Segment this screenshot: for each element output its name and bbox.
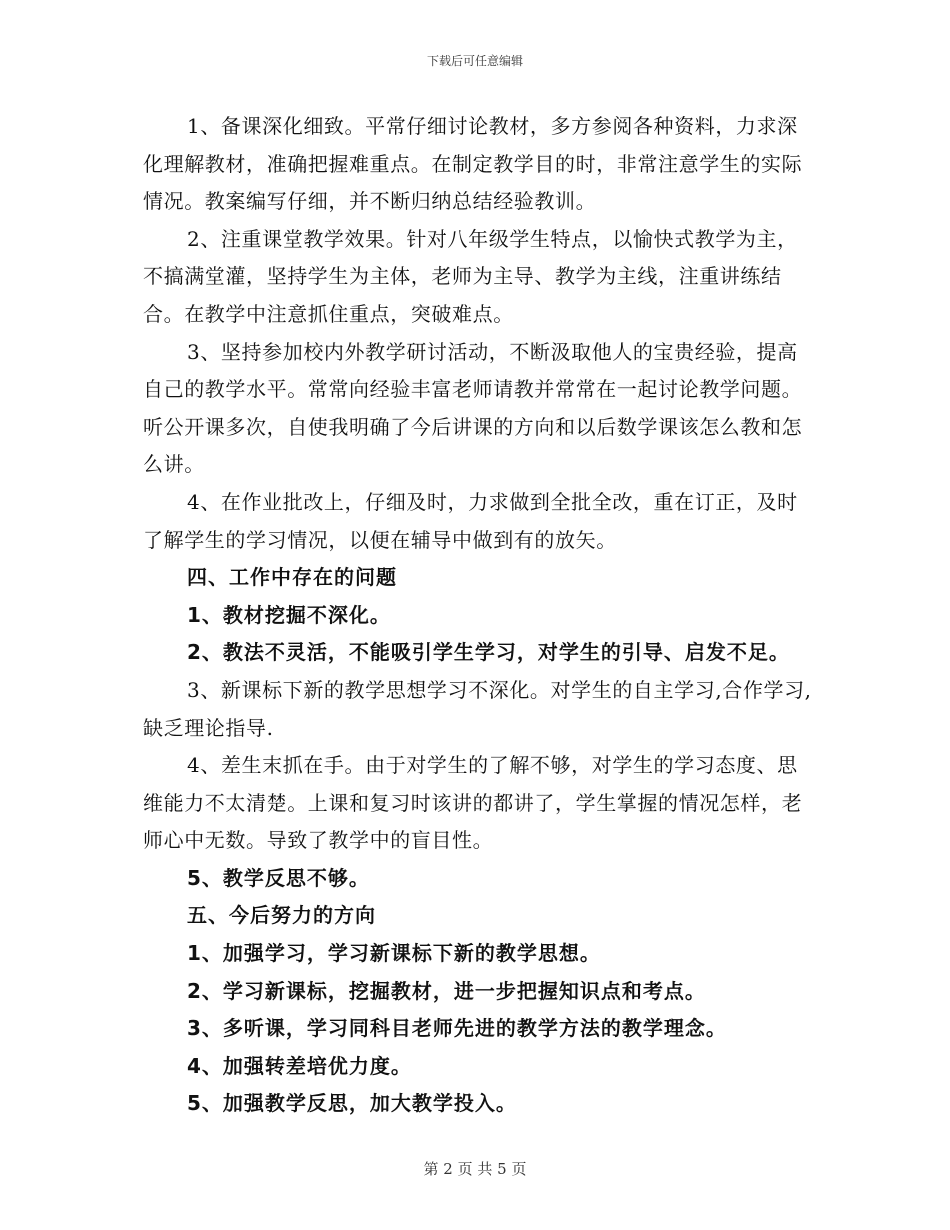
paragraph-research-activity: 3、坚持参加校内外教学研讨活动，不断汲取他人的宝贵经验，提高自己的教学水平。常常向经验丰富老师请教并常常在一起讨论教学问题。听公开课多次，自使我明确了今后讲课的方向和以后数学课该怎么教和怎么讲。 xyxy=(143,339,803,477)
direction-item-3: 3、多听课，学习同科目老师先进的教学方法的教学理念。 xyxy=(187,1016,727,1041)
direction-item-4: 4、加强转差培优力度。 xyxy=(187,1053,412,1078)
paragraph-homework-grading: 4、在作业批改上，仔细及时，力求做到全批全改，重在订正，及时了解学生的学习情况，以便在辅导中做到有的放矢。 xyxy=(143,489,798,552)
problem-item-1: 1、教材挖掘不深化。 xyxy=(187,602,391,627)
problem-item-3: 3、新课标下新的教学思想学习不深化。对学生的自主学习,合作学习,缺乏理论指导. xyxy=(143,677,812,740)
problem-item-5: 5、教学反思不够。 xyxy=(187,865,370,890)
section-heading-future-direction: 五、今后努力的方向 xyxy=(187,903,376,928)
direction-item-2: 2、学习新课标，挖掘教材，进一步把握知识点和考点。 xyxy=(187,978,706,1003)
direction-item-1: 1、加强学习，学习新课标下新的教学思想。 xyxy=(187,941,601,966)
problem-item-2: 2、教法不灵活，不能吸引学生学习，对学生的引导、启发不足。 xyxy=(187,640,790,665)
paragraph-lesson-prep: 1、备课深化细致。平常仔细讨论教材，多方参阅各种资料，力求深化理解教材，准确把握难重点。在制定教学目的时，非常注意学生的实际情况。教案编写仔细，并不断归纳总结经验教训。 xyxy=(143,114,803,214)
problem-item-4: 4、差生末抓在手。由于对学生的了解不够，对学生的学习态度、思维能力不太清楚。上课和复习时该讲的都讲了，学生掌握的情况怎样，老师心中无数。导致了教学中的盲目性。 xyxy=(143,753,803,853)
page-number-footer: 第 2 页 共 5 页 xyxy=(423,1160,527,1178)
document-body xyxy=(143,108,813,1123)
page-header: 下载后可任意编辑 xyxy=(426,54,523,68)
paragraph-classroom-effect: 2、注重课堂教学效果。针对八年级学生特点，以愉快式教学为主，不搞满堂灌，坚持学生为主体，老师为主导、教学为主线，注重讲练结合。在教学中注意抓住重点，突破难点。 xyxy=(143,226,798,326)
section-heading-problems: 四、工作中存在的问题 xyxy=(187,565,397,590)
direction-item-5: 5、加强教学反思，加大教学投入。 xyxy=(187,1091,517,1116)
